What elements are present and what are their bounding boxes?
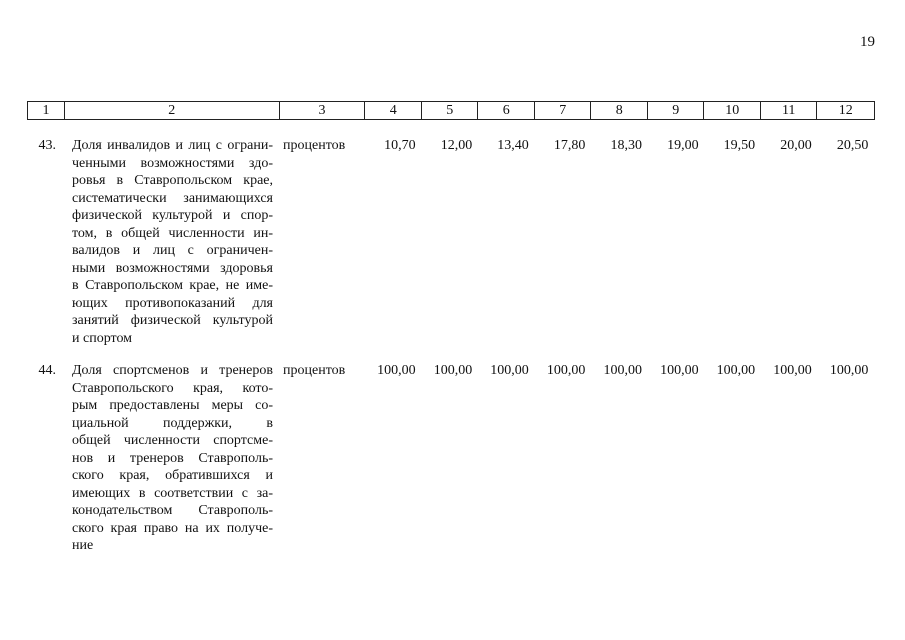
value-cell: 100,00 bbox=[490, 363, 529, 378]
header-cell: 6 bbox=[478, 102, 535, 119]
indicator-name-line: циальной поддержки, в bbox=[72, 415, 273, 431]
indicator-name-line: имеющих в соответствии с за- bbox=[72, 485, 273, 501]
indicator-name-line: ющих противопоказаний для bbox=[72, 295, 273, 311]
value-cell: 20,00 bbox=[780, 138, 812, 153]
row-number: 43. bbox=[38, 138, 56, 153]
unit-cell: процентов bbox=[283, 138, 346, 153]
header-cell: 12 bbox=[838, 103, 853, 118]
header-cell: 10 bbox=[704, 102, 761, 119]
header-cell: 11 bbox=[761, 102, 818, 119]
value-cell: 20,50 bbox=[836, 138, 869, 153]
indicator-name-line: и спортом bbox=[72, 330, 133, 346]
indicator-name-line: систематически занимающихся bbox=[72, 190, 273, 206]
value-cell: 100,00 bbox=[377, 363, 416, 378]
header-cell: 7 bbox=[535, 102, 592, 119]
value-cell: 100,00 bbox=[433, 363, 473, 378]
table-row bbox=[27, 137, 875, 347]
indicator-name-line: ского края право на их получе- bbox=[72, 520, 273, 536]
indicator-name-line: Доля инвалидов и лиц с ограни- bbox=[72, 138, 273, 153]
indicator-name-line: в Ставропольском крае, не име- bbox=[72, 278, 273, 293]
indicator-name-line: ровья в Ставропольском крае, bbox=[72, 173, 273, 188]
value-cell: 12,00 bbox=[440, 138, 473, 153]
page-number: 19 bbox=[860, 34, 875, 50]
value-cell: 100,00 bbox=[716, 363, 756, 378]
indicator-name-line: валидов и лиц с ограничен- bbox=[72, 243, 273, 258]
indicator-name-line: нов и тренеров Ставрополь- bbox=[72, 450, 273, 466]
value-cell: 17,80 bbox=[553, 138, 586, 153]
indicator-name-line: рым предоставлены меры со- bbox=[72, 398, 273, 413]
indicator-name-line: ными возможностями здоровья bbox=[72, 260, 273, 276]
indicator-name-line: конодательством Ставрополь- bbox=[72, 503, 273, 518]
indicator-name-line: физической культурой и спор- bbox=[72, 208, 273, 223]
header-cell: 2 bbox=[65, 102, 280, 119]
header-cell: 5 bbox=[422, 102, 479, 119]
value-cell: 100,00 bbox=[546, 363, 586, 378]
value-cell: 100,00 bbox=[829, 363, 869, 378]
indicator-name-line: общей численности спортсме- bbox=[72, 433, 273, 448]
value-cell: 18,30 bbox=[610, 138, 642, 153]
header-cell: 8 bbox=[591, 102, 648, 119]
value-cell: 13,40 bbox=[497, 138, 529, 153]
indicator-name bbox=[64, 362, 279, 555]
value-cell: 10,70 bbox=[384, 138, 416, 153]
header-cell: 1 bbox=[28, 102, 65, 119]
table-row bbox=[27, 362, 875, 555]
header-cell: 9 bbox=[648, 102, 705, 119]
indicator-name-line: занятий физической культурой bbox=[72, 313, 273, 328]
value-cell: 100,00 bbox=[660, 363, 699, 378]
indicator-name-line: Доля спортсменов и тренеров bbox=[72, 363, 273, 378]
table-header-row bbox=[27, 101, 875, 120]
indicator-name-line: Ставропольского края, кото- bbox=[72, 380, 273, 396]
row-number: 44. bbox=[38, 363, 56, 378]
value-cell: 100,00 bbox=[773, 363, 812, 378]
indicator-name-line: ние bbox=[72, 538, 94, 553]
value-cell: 19,50 bbox=[723, 138, 756, 153]
header-cell: 4 bbox=[365, 102, 422, 119]
value-cell: 100,00 bbox=[603, 363, 642, 378]
header-cell: 3 bbox=[280, 102, 366, 119]
indicator-name-line: ского края, обратившихся и bbox=[72, 468, 273, 483]
indicator-name-line: том, в общей численности ин- bbox=[72, 225, 273, 241]
indicator-name bbox=[64, 137, 279, 347]
indicator-name-line: ченными возможностями здо- bbox=[72, 155, 273, 171]
value-cell: 19,00 bbox=[667, 138, 699, 153]
unit-cell: процентов bbox=[283, 363, 346, 378]
